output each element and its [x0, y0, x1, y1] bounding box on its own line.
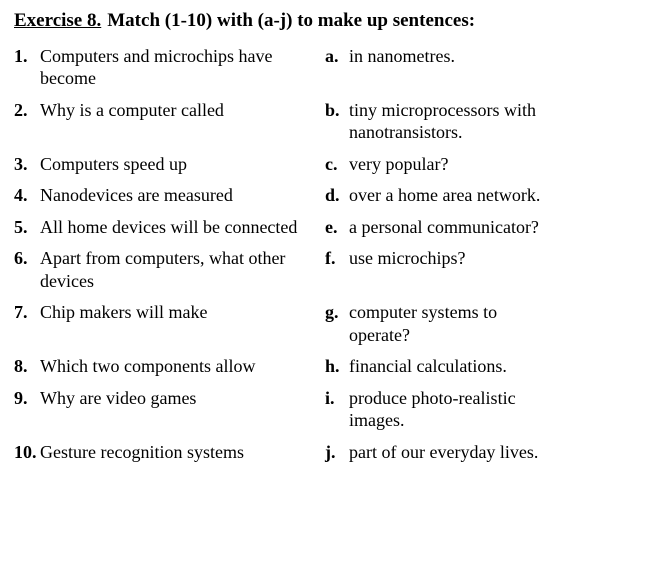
right-item-text: part of our everyday lives. — [349, 441, 539, 462]
right-item-letter: e. — [325, 216, 338, 237]
right-item-text-line2: images. — [349, 410, 405, 431]
right-item-text: use microchips? — [349, 248, 466, 269]
right-item-letter: j. — [325, 441, 336, 462]
right-item-text-line: computer systems to — [349, 302, 498, 323]
left-item-text: Why is a computer called — [40, 99, 224, 120]
left-item-number: 3. — [14, 153, 28, 174]
exercise-prompt: Match (1-10) with (a-j) to make up sentences: — [107, 10, 476, 31]
left-item-text: Nanodevices are measured — [40, 185, 233, 206]
right-item-text — [349, 301, 651, 355]
left-item-number: 2. — [14, 99, 28, 120]
right-item-text: very popular? — [349, 153, 449, 174]
right-item-letter: c. — [325, 153, 338, 174]
matching-exercise-grid — [14, 45, 651, 473]
right-item-text-line: produce photo-realistic — [349, 387, 516, 408]
left-item-number: 5. — [14, 216, 28, 237]
right-item-text: a personal communicator? — [349, 216, 539, 237]
exercise-label: Exercise 8. — [14, 10, 102, 31]
left-item-text: All home devices will be connected — [40, 216, 298, 237]
right-item-letter: g. — [325, 302, 339, 323]
left-item-text: Gesture recognition systems — [40, 441, 244, 462]
right-item-letter: a. — [325, 45, 339, 66]
right-item-text: in nanometres. — [349, 45, 455, 66]
left-item-text: Which two components allow — [40, 356, 256, 377]
right-item-text: tiny microprocessors with nanotransistors. — [349, 99, 536, 143]
left-item-text: Computers and microchips have become — [40, 45, 273, 89]
right-item-text: financial calculations. — [349, 356, 507, 377]
right-item-letter: d. — [325, 185, 340, 206]
right-item-text — [349, 387, 651, 441]
left-item-text: Apart from computers, what other devices — [40, 248, 286, 291]
right-item-letter: h. — [325, 356, 340, 377]
right-item-text-line2: operate? — [349, 324, 410, 345]
left-item-number: 1. — [14, 45, 28, 66]
left-item-number: 6. — [14, 248, 28, 269]
right-item-text: over a home area network. — [349, 185, 541, 206]
right-item-letter: b. — [325, 99, 340, 120]
left-item-number: 8. — [14, 356, 28, 377]
left-item-number: 7. — [14, 302, 28, 323]
left-item-number: 9. — [14, 387, 28, 408]
page-title — [14, 10, 651, 33]
left-item-number: 4. — [14, 185, 28, 206]
right-item-letter: i. — [325, 387, 335, 408]
left-item-text: Why are video games — [40, 387, 197, 408]
left-item-text: Chip makers will make — [40, 302, 208, 323]
left-item-text: Computers speed up — [40, 153, 187, 174]
right-item-letter: f. — [325, 248, 336, 269]
left-item-number: 10. — [14, 441, 37, 462]
